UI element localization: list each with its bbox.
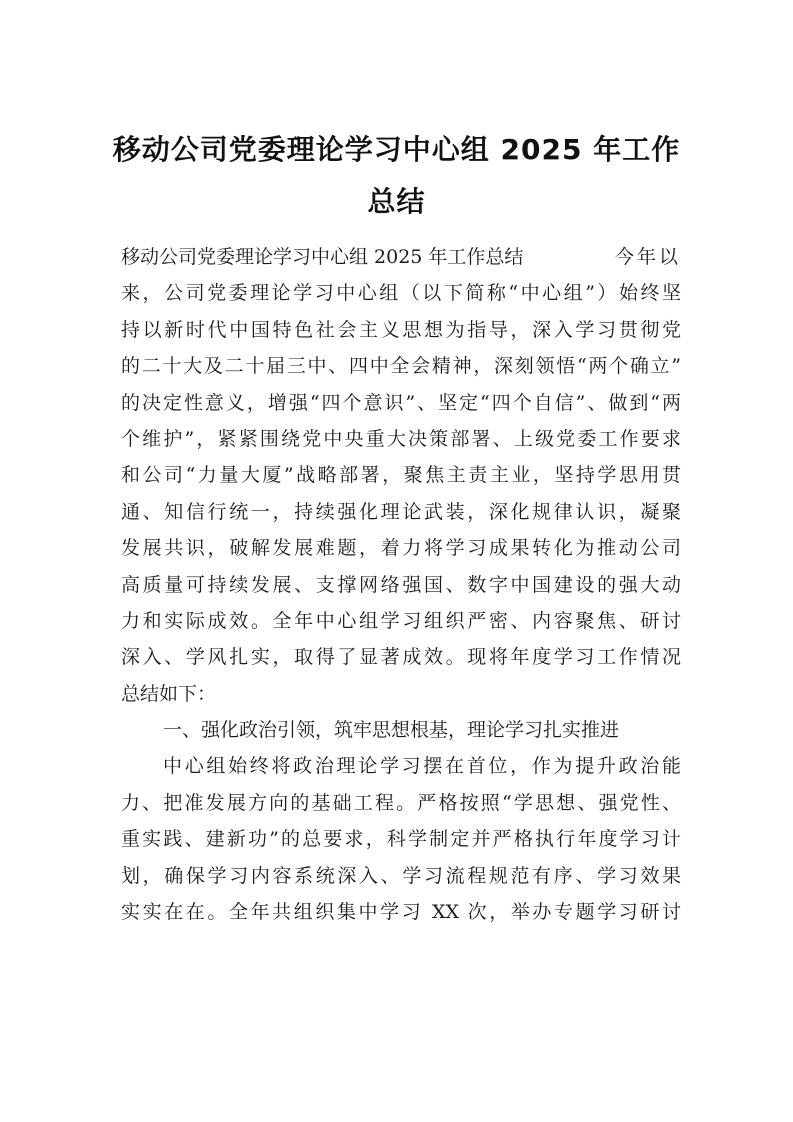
paragraph-1-line: 来，公司党委理论学习中心组（以下简称“中心组”）始终坚 (121, 282, 681, 305)
paragraph-1-line: 高质量可持续发展、支撑网络强国、数字中国建设的强大动 (121, 573, 681, 596)
paragraph-1-line: 深入、学风扎实，取得了显著成效。现将年度学习工作情况 (121, 646, 681, 669)
paragraph-2-line: 实实在在。全年共组织集中学习 XX 次，举办专题学习研讨 (121, 901, 681, 924)
paragraph-2-line: 划，确保学习内容系统深入、学习流程规范有序、学习效果 (121, 864, 681, 887)
paragraph-2-line: 重实践、建新功”的总要求，科学制定并严格执行年度学习计 (121, 828, 681, 851)
document-body (121, 239, 681, 930)
paragraph-1-line: 和公司“力量大厦”战略部署，聚焦主责主业，坚持学思用贯 (121, 464, 681, 487)
paragraph-1-line: 发展共识，破解发展难题，着力将学习成果转化为推动公司 (121, 537, 681, 560)
document-title (100, 124, 693, 228)
title-line-1: 移动公司党委理论学习中心组 2025 年工作 (112, 133, 681, 166)
paragraph-1-line (121, 239, 681, 275)
paragraph-1-line: 的决定性意义，增强“四个意识”、坚定“四个自信”、做到“两 (121, 391, 681, 414)
paragraph-1-line: 总结如下： (121, 682, 217, 705)
paragraph-2-line: 中心组始终将政治理论学习摆在首位，作为提升政治能 (163, 755, 681, 778)
paragraph-start-text: 今年以 (614, 246, 681, 268)
paragraph-1-line: 通、知信行统一，持续强化理论武装，深化规律认识，凝聚 (121, 500, 681, 523)
title-line-2: 总结 (367, 185, 426, 218)
section-heading: 一、强化政治引领，筑牢思想根基，理论学习扎实推进 (163, 719, 620, 742)
paragraph-1-line: 个维护”，紧紧围绕党中央重大决策部署、上级党委工作要求 (121, 427, 681, 450)
paragraph-1-line: 持以新时代中国特色社会主义思想为指导，深入学习贯彻党 (121, 318, 681, 341)
inline-title-text: 移动公司党委理论学习中心组 2025 年工作总结 (121, 246, 524, 268)
paragraph-2-line: 力、把准发展方向的基础工程。严格按照“学思想、强党性、 (121, 791, 681, 814)
paragraph-1-line: 的二十大及二十届三中、四中全会精神，深刻领悟“两个确立” (121, 355, 681, 378)
paragraph-1-line: 力和实际成效。全年中心组学习组织严密、内容聚焦、研讨 (121, 609, 681, 632)
